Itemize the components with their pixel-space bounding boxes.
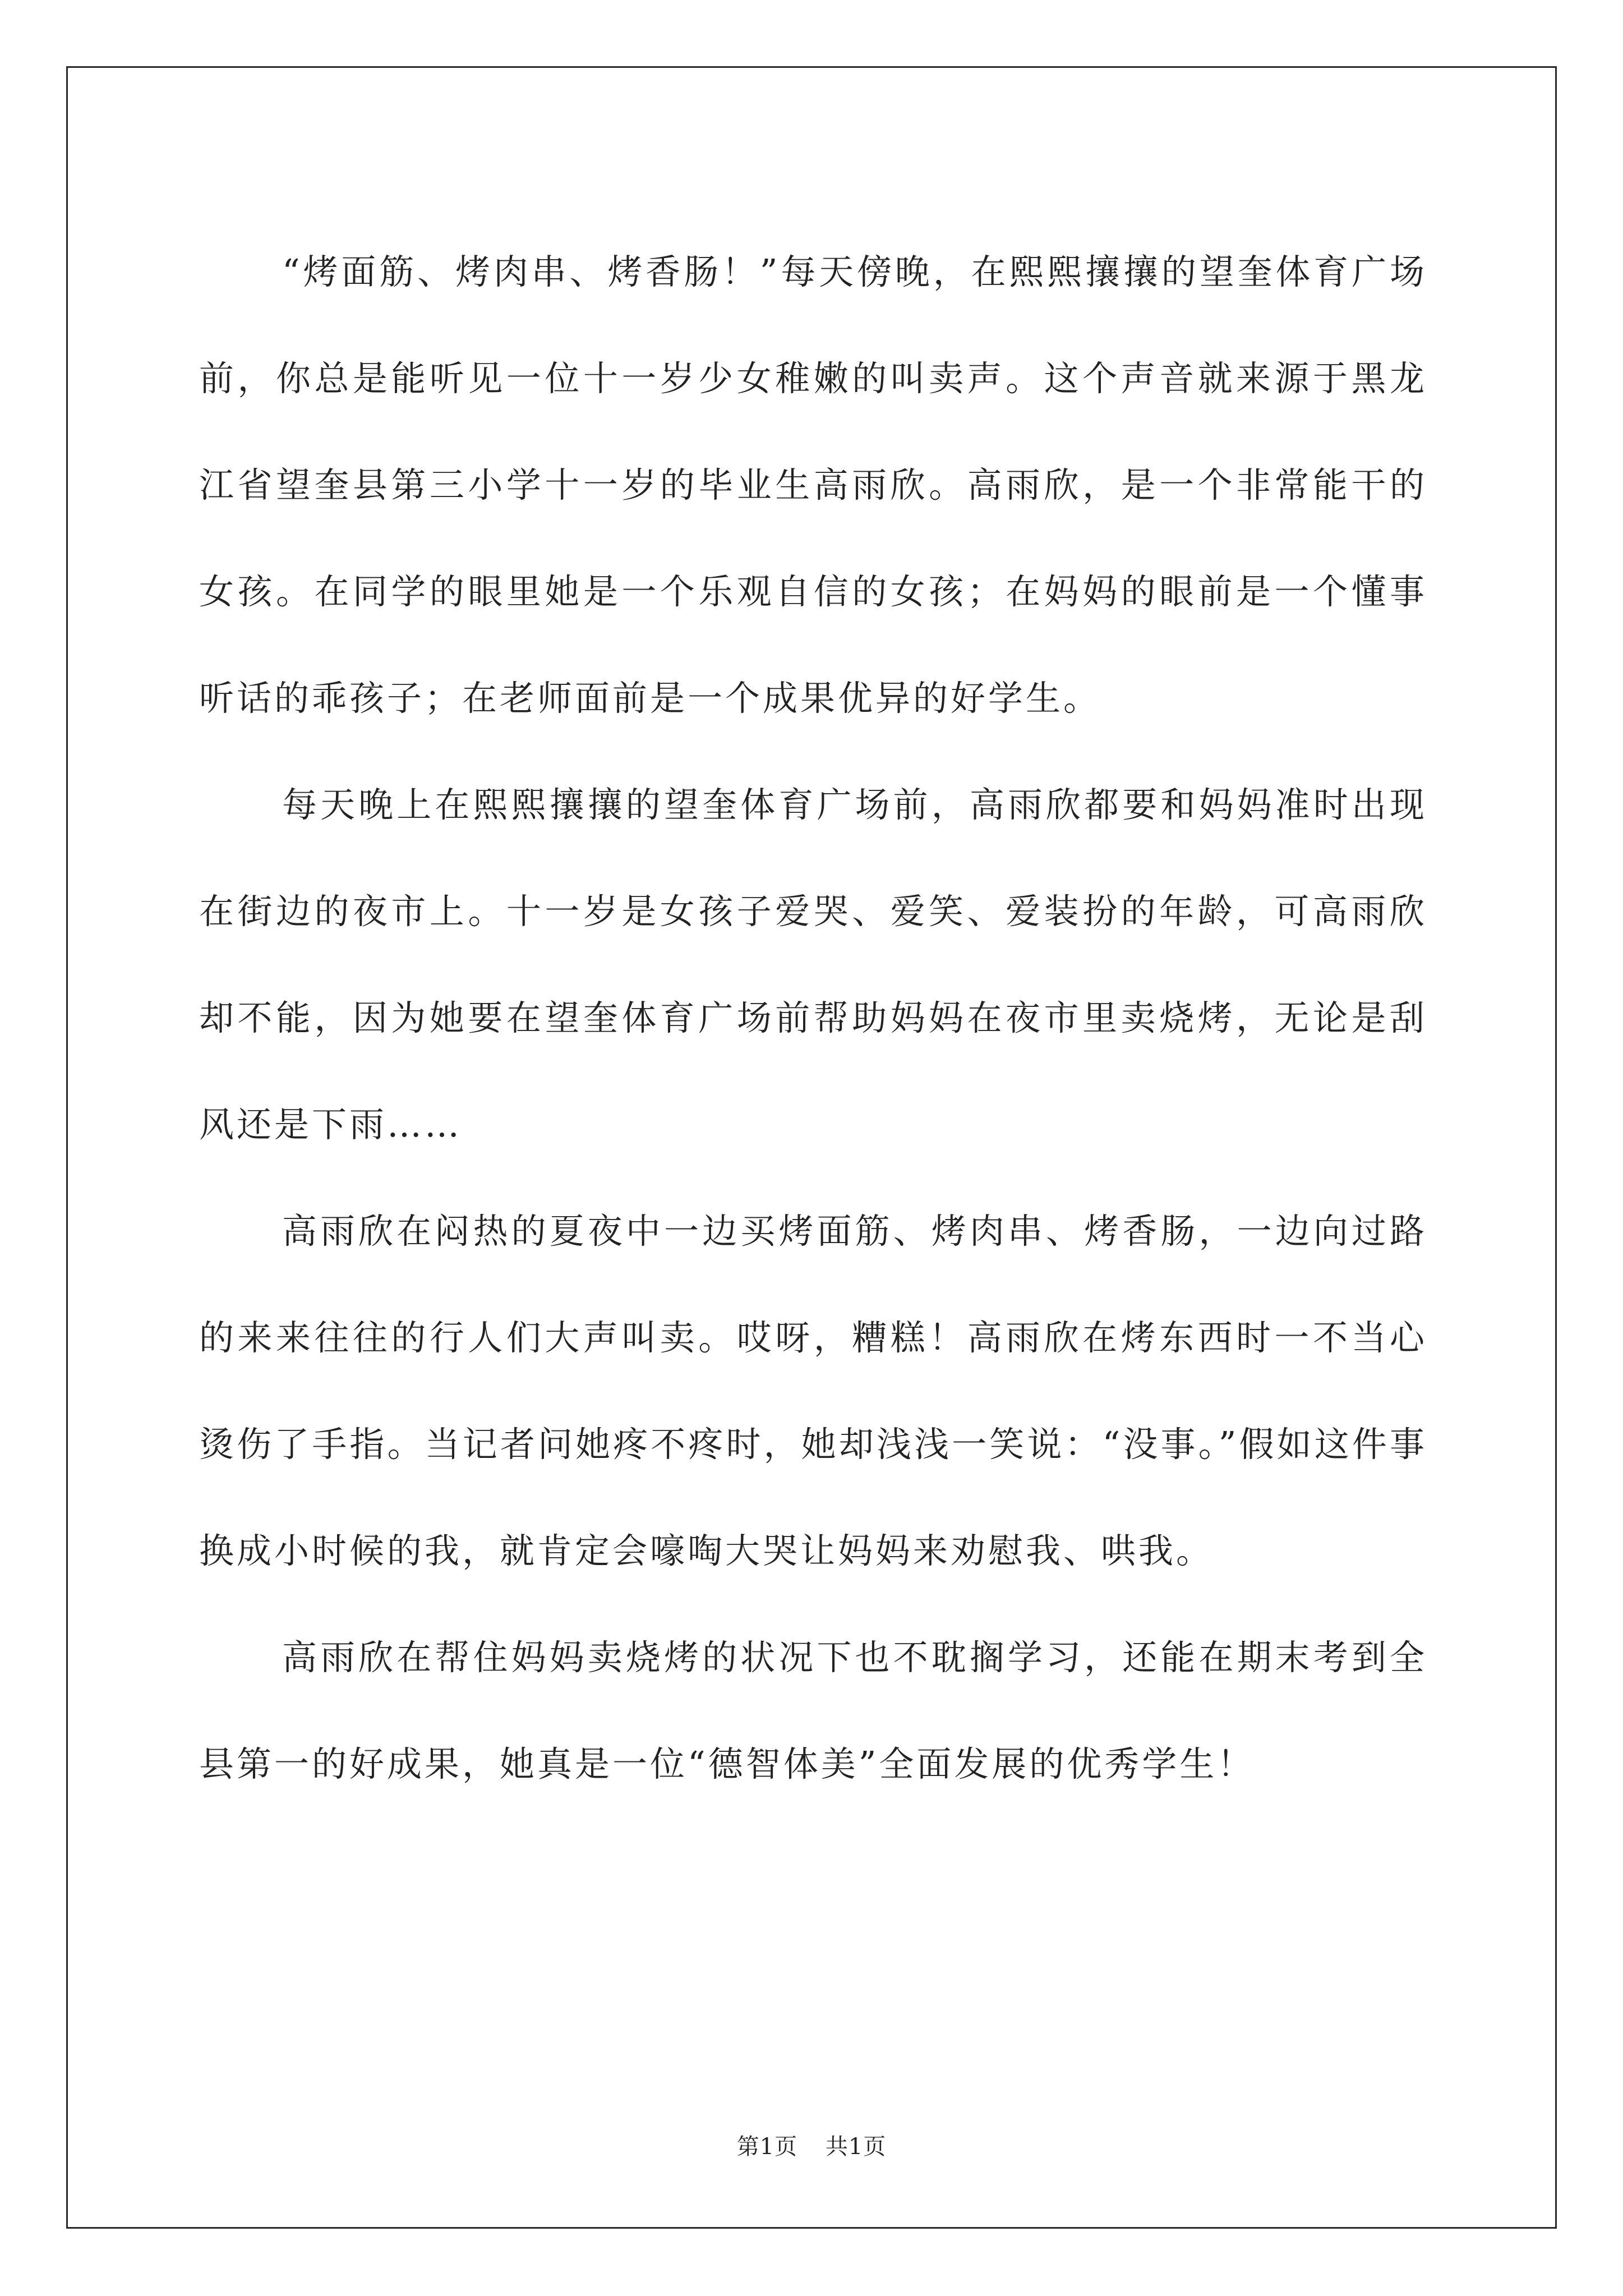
page-number-total: 共1页 bbox=[825, 2134, 887, 2160]
page-number-current: 第1页 bbox=[736, 2134, 798, 2160]
paragraph-4: 高雨欣在帮住妈妈卖烧烤的状况下也不耽搁学习，还能在期末考到全县第一的好成果，她真是一位“德智体美”全面发展的优秀学生！ bbox=[199, 1637, 1427, 1784]
document-body bbox=[199, 219, 1427, 1818]
paragraph-3: 高雨欣在闷热的夏夜中一边买烤面筋、烤肉串、烤香肠，一边向过路的来来往往的行人们大声叫卖。哎呀，糟糕！高雨欣在烤东西时一不当心烫伤了手指。当记者问她疼不疼时，她却浅浅一笑说：“没事。”假如这件事换成小时候的我，就肯定会嚎啕大哭让妈妈来劝慰我、哄我。 bbox=[199, 1211, 1427, 1571]
paragraph-2: 每天晚上在熙熙攘攘的望奎体育广场前，高雨欣都要和妈妈准时出现在街边的夜市上。十一岁是女孩子爱哭、爱笑、爱装扮的年龄，可高雨欣却不能，因为她要在望奎体育广场前帮助妈妈在夜市里卖烧烤，无论是刮风还是下雨…… bbox=[199, 784, 1427, 1145]
page-footer bbox=[0, 2129, 1623, 2161]
paragraph-1: “烤面筋、烤肉串、烤香肠！”每天傍晚，在熙熙攘攘的望奎体育广场前，你总是能听见一位十一岁少女稚嫩的叫卖声。这个声音就来源于黑龙江省望奎县第三小学十一岁的毕业生高雨欣。高雨欣，是一个非常能干的女孩。在同学的眼里她是一个乐观自信的女孩；在妈妈的眼前是一个懂事听话的乖孩子；在老师面前是一个成果优异的好学生。 bbox=[199, 251, 1427, 719]
